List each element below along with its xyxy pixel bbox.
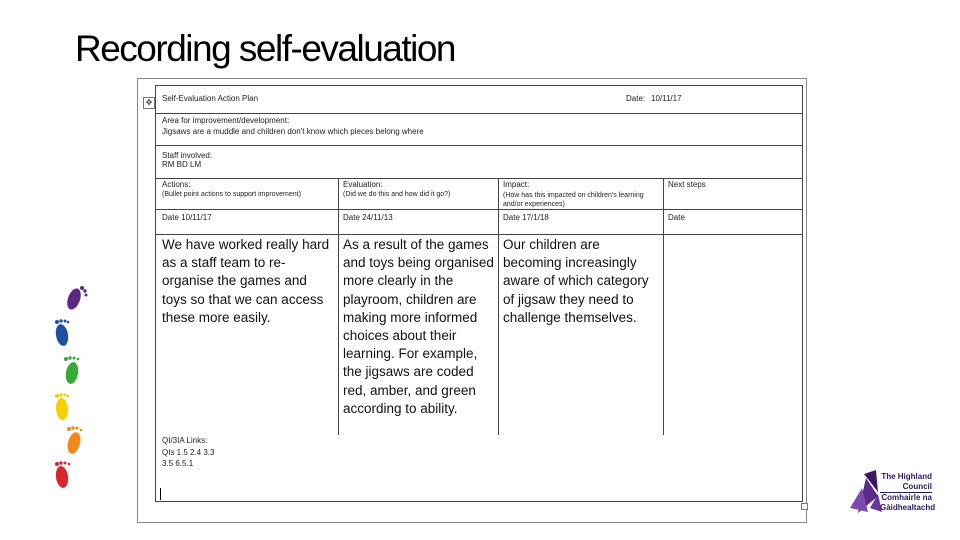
text-cursor (160, 488, 161, 500)
qi-line2: 3.5 6.5.1 (162, 459, 194, 468)
table-resize-handle[interactable] (801, 503, 808, 510)
column-header-row (156, 179, 802, 210)
footprint-icon (54, 319, 70, 347)
table-title: Self-Evaluation Action Plan (162, 94, 259, 103)
logo-line-2: Council (902, 482, 932, 491)
area-row (156, 114, 802, 146)
impact-body: Our children are becoming increasingly aware of which category of jigsaw they need to challenge themselves. (503, 237, 649, 325)
footprint-icon (65, 426, 82, 455)
table-move-handle-icon[interactable]: ✥ (143, 97, 155, 109)
date-value: 10/11/17 (651, 94, 682, 103)
logo-line-4: Gàidhealtachd (880, 503, 936, 512)
col-title-impact: Impact: (503, 180, 530, 189)
logo-line-1: The Highland (881, 472, 932, 481)
qi-label: QI/3IA Links: (162, 436, 208, 445)
col-sub-actions: (Bullet point actions to support improvement) (162, 191, 301, 198)
staff-text: RM BD LM (162, 160, 202, 169)
staff-row (156, 146, 802, 179)
area-text: Jigsaws are a muddle and children don't know which pieces belong where (162, 127, 424, 136)
dates-row (156, 210, 802, 235)
footprints-decoration (50, 285, 96, 495)
col-title-next-steps: Next steps (668, 180, 706, 189)
column-divider (498, 179, 499, 435)
col-date-actions: Date 10/11/17 (162, 213, 212, 222)
logo-line-3: Comhairle na (881, 493, 932, 502)
slide-title: Recording self-evaluation (75, 28, 456, 69)
col-sub-evaluation: (Did we do this and how did it go?) (343, 191, 451, 198)
staff-label: Staff involved: (162, 151, 213, 160)
column-divider (663, 179, 664, 435)
footprint-icon (55, 393, 69, 420)
header-row (156, 86, 802, 114)
self-evaluation-table (155, 85, 803, 502)
col-date-next-steps: Date (668, 213, 685, 222)
col-sub-impact: (How has this impacted on children's learning and/or experiences) (503, 192, 644, 208)
footprint-icon (55, 461, 71, 488)
date-label: Date: (626, 94, 646, 103)
footprint-icon (64, 356, 80, 385)
col-title-actions: Actions: (162, 180, 191, 189)
col-title-evaluation: Evaluation: (343, 180, 383, 189)
area-label: Area for improvement/development: (162, 116, 290, 125)
actions-body: We have worked really hard as a staff team to re-organise the games and toys so that we can access these more easily. (162, 237, 330, 325)
logo-text (880, 472, 936, 513)
evaluation-body: As a result of the games and toys being organised more clearly in the playroom, children are making more informed choices about their learning. For example, the jigsaws are coded red, amber, and green according to ability. (343, 237, 494, 416)
qi-line1: QIs 1.5 2.4 3.3 (162, 448, 215, 457)
footprint-icon (65, 286, 88, 311)
column-divider (338, 179, 339, 435)
col-date-impact: Date 17/1/18 (503, 213, 549, 222)
col-date-evaluation: Date 24/11/13 (343, 213, 393, 222)
